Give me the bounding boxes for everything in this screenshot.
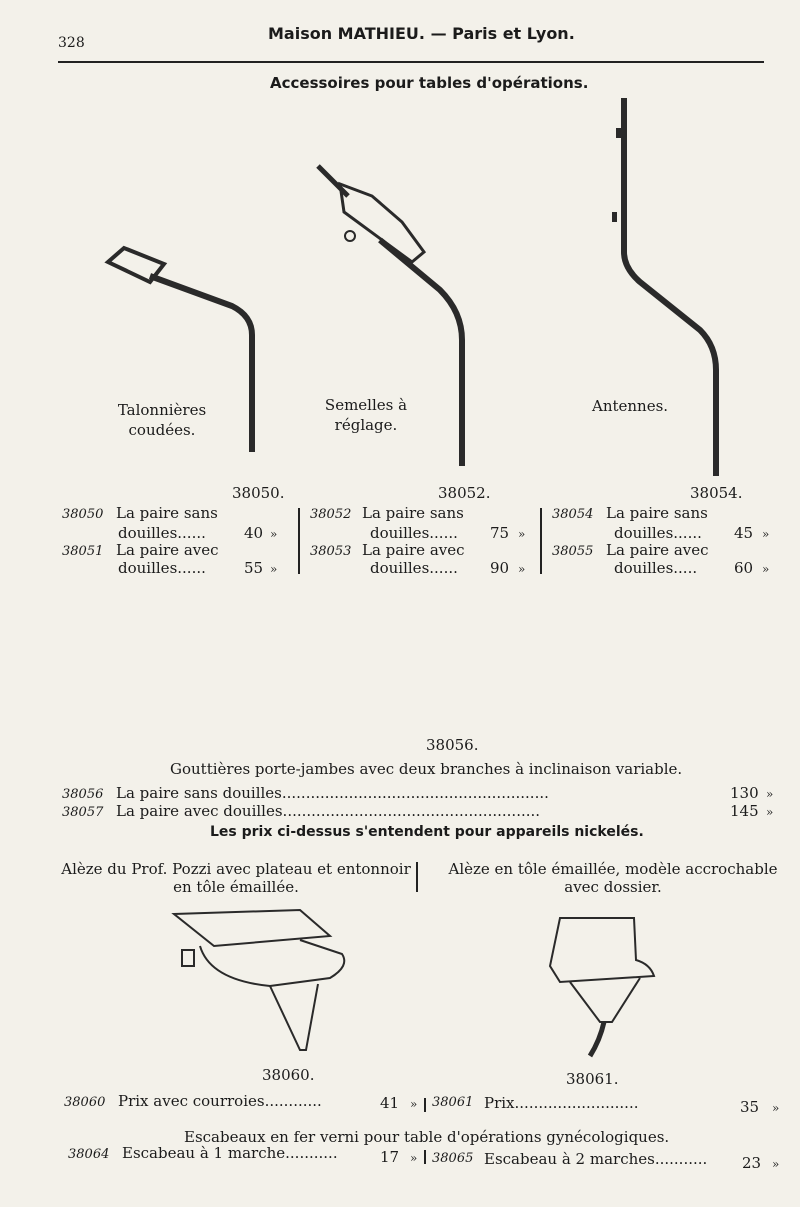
item-price: 90 — [490, 559, 510, 577]
item-unit: » — [762, 527, 770, 541]
column-divider — [298, 508, 300, 574]
item-price: 130 — [730, 784, 759, 802]
item-unit: » — [772, 1101, 780, 1115]
item-price: 75 — [490, 524, 510, 542]
ref-number: 38064 — [68, 1147, 110, 1162]
item-unit: » — [772, 1157, 780, 1171]
antenna-illustration — [612, 98, 716, 476]
item-text: La paire avec — [116, 541, 219, 559]
item-text: douilles...... — [370, 559, 458, 577]
item-text: douilles...... — [614, 524, 702, 542]
hanging-basin-illustration — [550, 918, 654, 1056]
section-heading-accessories: Accessoires pour tables d'opérations. — [270, 74, 589, 92]
item-unit: » — [518, 527, 526, 541]
hanging-basin-title — [428, 860, 798, 896]
item-unit: » — [762, 562, 770, 576]
gutters-description: Gouttières porte-jambes avec deux branches à inclinaison variable. — [170, 760, 683, 778]
column-divider — [416, 862, 418, 892]
product-label-38054: 38054. — [690, 484, 743, 502]
item-text: Prix avec courroies............ — [118, 1092, 322, 1110]
pozzi-title — [56, 860, 416, 896]
item-price: 60 — [734, 559, 754, 577]
item-price: 55 — [244, 559, 264, 577]
column-divider — [424, 1150, 426, 1164]
product-label-38061: 38061. — [566, 1070, 619, 1088]
pozzi-title-line2: en tôle émaillée. — [173, 878, 299, 896]
item-price: 17 — [380, 1148, 400, 1166]
item-text: La paire sans — [116, 504, 218, 522]
item-unit: » — [270, 527, 278, 541]
item-price: 145 — [730, 802, 759, 820]
ref-number: 38056 — [62, 787, 104, 802]
column-divider — [424, 1098, 426, 1112]
page-number: 328 — [58, 35, 85, 51]
item-text: La paire avec — [606, 541, 709, 559]
item-unit: » — [766, 805, 774, 819]
item-price: 40 — [244, 524, 264, 542]
item-text: Escabeau à 1 marche........... — [122, 1144, 338, 1162]
item-price: 41 — [380, 1094, 400, 1112]
item-text: douilles..... — [614, 559, 698, 577]
ref-number: 38051 — [62, 544, 104, 559]
item-price: 45 — [734, 524, 754, 542]
pozzi-basin-illustration — [174, 910, 344, 1050]
item-unit: » — [270, 562, 278, 576]
item-unit: » — [766, 787, 774, 801]
pozzi-title-line1: Alèze du Prof. Pozzi avec plateau et entonnoir — [61, 860, 411, 878]
ref-number: 38055 — [552, 544, 594, 559]
caption-semelles — [316, 395, 416, 435]
ref-number: 38057 — [62, 805, 104, 820]
item-text: La paire sans douilles........................................................ — [116, 784, 549, 802]
item-text: Prix.......................... — [484, 1094, 639, 1112]
caption-talonnieres — [108, 400, 216, 440]
basin-illustrations — [0, 900, 800, 1100]
page-title: Maison MATHIEU. — Paris et Lyon. — [268, 24, 575, 43]
item-text: La paire sans — [362, 504, 464, 522]
ref-number: 38050 — [62, 507, 104, 522]
hanging-basin-title-line1: Alèze en tôle émaillée, modèle accrochable — [448, 860, 778, 878]
item-price: 23 — [742, 1154, 762, 1172]
item-text: douilles...... — [370, 524, 458, 542]
item-text: La paire avec douilles...................................................... — [116, 802, 541, 820]
caption-talonnieres-line1: Talonnières — [117, 401, 207, 419]
caption-semelles-line2: réglage. — [334, 416, 398, 434]
caption-antennes: Antennes. — [592, 397, 669, 415]
ref-number: 38054 — [552, 507, 594, 522]
nickel-note: Les prix ci-dessus s'entendent pour appareils nickelés. — [210, 824, 644, 840]
item-price: 35 — [740, 1098, 760, 1116]
ref-number: 38065 — [432, 1151, 474, 1166]
hanging-basin-title-line2: avec dossier. — [564, 878, 662, 896]
ref-number: 38052 — [310, 507, 352, 522]
item-text: douilles...... — [118, 559, 206, 577]
caption-semelles-line1: Semelles à — [324, 396, 408, 414]
item-text: douilles...... — [118, 524, 206, 542]
item-text: La paire avec — [362, 541, 465, 559]
item-text: Escabeau à 2 marches........... — [484, 1150, 708, 1168]
stools-heading: Escabeaux en fer verni pour table d'opérations gynécologiques. — [184, 1128, 670, 1146]
product-label-38050: 38050. — [232, 484, 285, 502]
ref-number: 38061 — [432, 1095, 474, 1110]
ref-number: 38060 — [64, 1095, 106, 1110]
item-unit: » — [518, 562, 526, 576]
product-label-38052: 38052. — [438, 484, 491, 502]
ref-number: 38053 — [310, 544, 352, 559]
item-unit: » — [410, 1097, 418, 1111]
product-label-38056: 38056. — [426, 736, 479, 754]
product-label-38060: 38060. — [262, 1066, 315, 1084]
column-divider — [540, 508, 542, 574]
item-text: La paire sans — [606, 504, 708, 522]
item-unit: » — [410, 1151, 418, 1165]
caption-talonnieres-line2: coudées. — [128, 421, 196, 439]
